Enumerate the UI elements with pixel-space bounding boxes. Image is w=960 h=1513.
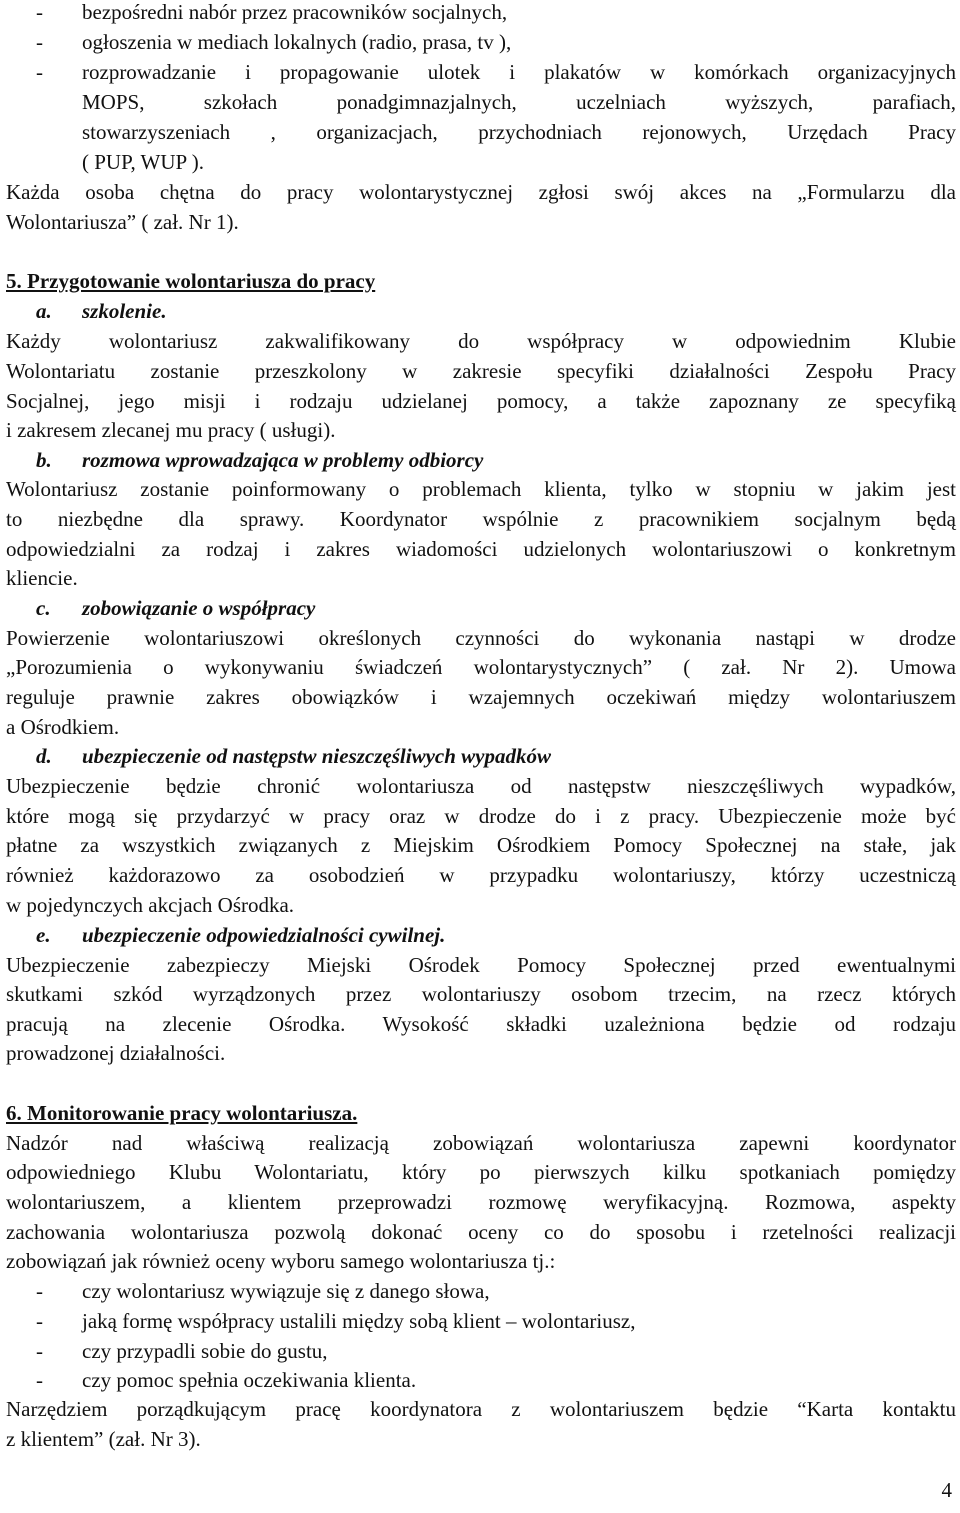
subsection-label: d.: [36, 744, 52, 768]
paragraph-line: Wolontariatu zostanie przeszkolony w zakresie specyfiki działalności Zespołu Pracy: [6, 359, 956, 383]
subsection-label: a.: [36, 299, 52, 323]
paragraph-line: skutkami szkód wyrządzonych przez wolontariuszy osobom trzecim, na rzecz których: [6, 982, 956, 1006]
bullet-text: czy pomoc spełnia oczekiwania klienta.: [82, 1368, 417, 1392]
paragraph-line: zachowania wolontariusza pozwolą dokonać oceny co do sposobu i rzetelności realizacji: [6, 1220, 956, 1244]
bullet-dash: -: [36, 1309, 43, 1333]
subsection-title: rozmowa wprowadzająca w problemy odbiorcy: [82, 448, 484, 472]
bullet-dash: -: [36, 1279, 43, 1303]
subsection-label: c.: [36, 596, 51, 620]
paragraph-line: a Ośrodkiem.: [6, 715, 120, 739]
paragraph-line: pracują na zlecenie Ośrodka. Wysokość składki uzależniona będzie od rodzaju: [6, 1012, 956, 1036]
paragraph-line: Narzędziem porządkującym pracę koordynatora z wolontariuszem będzie “Karta kontaktu: [6, 1397, 956, 1421]
paragraph-line: Wolontariusz zostanie poinformowany o problemach klienta, tylko w stopniu w jakim jest: [6, 477, 956, 501]
paragraph-line: Nadzór nad właściwą realizacją zobowiązań wolontariusza zapewni koordynator: [6, 1131, 956, 1155]
subsection-label: b.: [36, 448, 52, 472]
paragraph-line: z klientem” (zał. Nr 3).: [6, 1427, 201, 1451]
bullet-text: ( PUP, WUP ).: [82, 150, 204, 174]
bullet-dash: -: [36, 1368, 43, 1392]
bullet-dash: -: [36, 30, 43, 54]
paragraph-line: Ubezpieczenie będzie chronić wolontariusza od następstw nieszczęśliwych wypadków,: [6, 774, 956, 798]
bullet-text: jaką formę współpracy ustalili między sobą klient – wolontariusz,: [82, 1309, 636, 1333]
paragraph-line: Ubezpieczenie zabezpieczy Miejski Ośrodek Pomocy Społecznej przed ewentualnymi: [6, 953, 956, 977]
paragraph-line: kliencie.: [6, 566, 78, 590]
paragraph-line: wolontariuszem, a klientem przeprowadzi rozmowę weryfikacyjną. Rozmowa, aspekty: [6, 1190, 956, 1214]
bullet-text: MOPS, szkołach ponadgimnazjalnych, uczelniach wyższych, parafiach,: [82, 90, 956, 114]
bullet-text: ogłoszenia w mediach lokalnych (radio, prasa, tv ),: [82, 30, 512, 54]
subsection-label: e.: [36, 923, 51, 947]
paragraph-line: „Porozumienia o wykonywaniu świadczeń wolontarystycznych” ( zał. Nr 2). Umowa: [6, 655, 956, 679]
subsection-title: szkolenie.: [82, 299, 167, 323]
bullet-text: czy przypadli sobie do gustu,: [82, 1339, 328, 1363]
paragraph-line: Każdy wolontariusz zakwalifikowany do współpracy w odpowiednim Klubie: [6, 329, 956, 353]
paragraph-line: reguluje prawnie zakres obowiązków i wzajemnych oczekiwań między wolontariuszem: [6, 685, 956, 709]
paragraph-line: prowadzonej działalności.: [6, 1041, 226, 1065]
bullet-text: czy wolontariusz wywiązuje się z danego słowa,: [82, 1279, 490, 1303]
section-heading: 5. Przygotowanie wolontariusza do pracy: [6, 269, 376, 293]
paragraph-line: Powierzenie wolontariuszowi określonych czynności do wykonania nastąpi w drodze: [6, 626, 956, 650]
paragraph-line: które mogą się przydarzyć w pracy oraz w drodze do i z pracy. Ubezpieczenie może być: [6, 804, 956, 828]
paragraph-line: w pojedynczych akcjach Ośrodka.: [6, 893, 295, 917]
page-number: 4: [941, 1478, 952, 1502]
bullet-dash: -: [36, 60, 43, 84]
section-heading: 6. Monitorowanie pracy wolontariusza.: [6, 1101, 358, 1125]
paragraph-line: również każdorazowo za osobodzień w przypadku wolontariuszy, którzy uczestniczą: [6, 863, 956, 887]
paragraph-line: to niezbędne dla sprawy. Koordynator wspólnie z pracownikiem socjalnym będą: [6, 507, 956, 531]
bullet-text: stowarzyszeniach , organizacjach, przychodniach rejonowych, Urzędach Pracy: [82, 120, 956, 144]
paragraph-line: odpowiedniego Klubu Wolontariatu, który po pierwszych kilku spotkaniach pomiędzy: [6, 1160, 956, 1184]
paragraph-line: płatne za wszystkich związanych z Miejskim Ośrodkiem Pomocy Społecznej na stałe, jak: [6, 833, 956, 857]
subsection-title: ubezpieczenie od następstw nieszczęśliwych wypadków: [82, 744, 551, 768]
subsection-title: ubezpieczenie odpowiedzialności cywilnej.: [82, 923, 446, 947]
paragraph-line: Wolontariusza” ( zał. Nr 1).: [6, 210, 239, 234]
bullet-dash: -: [36, 1339, 43, 1363]
paragraph-line: i zakresem zlecanej mu pracy ( usługi).: [6, 418, 336, 442]
bullet-text: bezpośredni nabór przez pracowników socjalnych,: [82, 0, 508, 24]
bullet-dash: -: [36, 0, 43, 24]
paragraph-line: odpowiedzialni za rodzaj i zakres wiadomości udzielonych wolontariuszowi o konkretnym: [6, 537, 956, 561]
paragraph-line: zobowiązań jak również oceny wyboru samego wolontariusza tj.:: [6, 1249, 556, 1273]
paragraph-line: Każda osoba chętna do pracy wolontarystycznej zgłosi swój akces na „Formularzu dla: [6, 180, 956, 204]
subsection-title: zobowiązanie o współpracy: [82, 596, 316, 620]
paragraph-line: Socjalnej, jego misji i rodzaju udzielanej pomocy, a także zapoznany ze specyfiką: [6, 389, 956, 413]
bullet-text: rozprowadzanie i propagowanie ulotek i plakatów w komórkach organizacyjnych: [82, 60, 956, 84]
